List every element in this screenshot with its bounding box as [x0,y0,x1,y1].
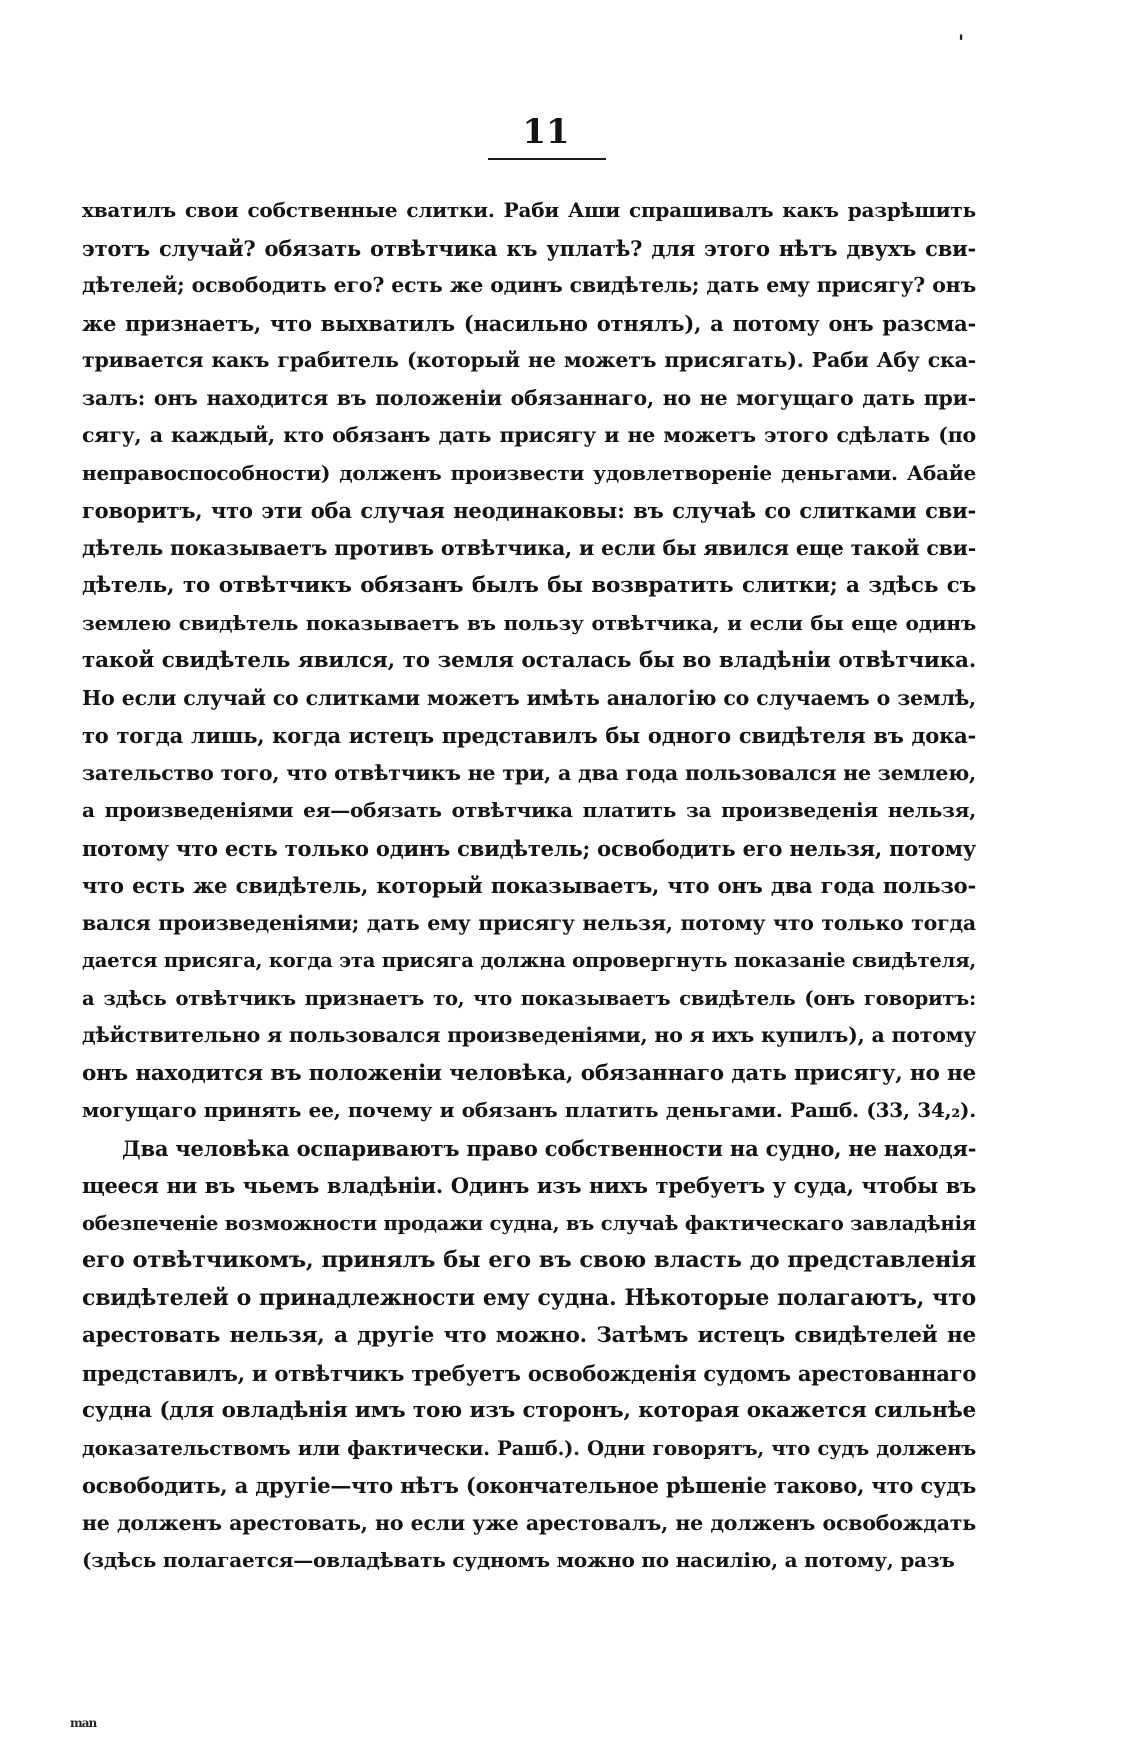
body-text [82,192,976,1580]
text-line: сягу, а каждый, кто обязанъ дать присягу и не можетъ этого сдѣлать (по [82,423,976,447]
text-line: дѣтелей; освободить его? есть же одинъ свидѣтель; дать ему присягу? онъ [82,273,976,297]
text-line: тривается какъ грабитель (который не можетъ присягать). Раби Абу ска- [82,348,976,372]
text-line: Но если случай со слитками можетъ имѣть аналогію со случаемъ о землѣ, [82,685,976,710]
text-line: зательство того, что отвѣтчикъ не три, а два года пользовался не землею, [82,760,976,785]
header-rule [488,158,606,160]
text-line: дѣтель показываетъ противъ отвѣтчика, и если бы явился еще такой сви- [82,535,976,560]
text-line: могущаго принять ее, почему и обязанъ платить деньгами. Рашб. (33, 34,₂). [82,1098,976,1122]
text-line: судна (для овладѣнія имъ тою изъ сторонъ, которая окажется сильнѣе [82,1398,976,1423]
text-line: (здѣсь полагается—овладѣвать судномъ можно по насилію, а потому, разъ [82,1548,955,1572]
text-line: обезпеченіе возможности продажи судна, въ случаѣ фактическаго завладѣнія [82,1211,976,1235]
text-line: Два человѣка оспариваютъ право собственности на судно, не находя- [122,1135,976,1161]
text-line: то тогда лишь, когда истецъ представилъ бы одного свидѣтеля въ дока- [82,723,976,748]
top-stray-mark: ' [958,30,965,54]
text-line: дается присяга, когда эта присяга должна опровергнуть показаніе свидѣтеля, [82,949,976,972]
text-line: вался произведеніями; дать ему присягу нельзя, потому что только тогда [82,910,976,935]
text-line: дѣтель, то отвѣтчикъ обязанъ былъ бы возвратить слитки; а здѣсь съ [82,573,976,598]
text-line: доказательствомъ или фактически. Рашб.). Одни говорятъ, что судъ долженъ [82,1436,976,1460]
text-line: освободить, а другіе—что нѣтъ (окончательное рѣшеніе таково, что судъ [82,1473,976,1498]
text-line: залъ: онъ находится въ положеніи обязаннаго, но не могущаго дать при- [82,385,976,410]
text-line: а произведеніями ея—обязать отвѣтчика платить за произведенія нельзя, [82,798,976,822]
text-line: щееся ни въ чьемъ владѣніи. Одинъ изъ нихъ требуетъ у суда, чтобы въ [82,1173,976,1198]
text-line: а здѣсь отвѣтчикъ признаетъ то, что показываетъ свидѣтель (онъ говоритъ: [82,986,976,1010]
text-line: что есть же свидѣтель, который показываетъ, что онъ два года пользо- [82,873,976,898]
text-line: не долженъ арестовать, но если уже арестовалъ, не долженъ освобождать [82,1510,976,1535]
text-line: дѣйствительно я пользовался произведеніями, но я ихъ купилъ), а потому [82,1023,976,1047]
text-line: хватилъ свои собственные слитки. Раби Аши спрашивалъ какъ разрѣшить [82,198,976,222]
text-line: его отвѣтчикомъ, принялъ бы его въ свою власть до представленія [82,1247,976,1273]
text-line: свидѣтелей о принадлежности ему судна. Нѣкоторые полагаютъ, что [82,1284,976,1311]
text-line: потому что есть только одинъ свидѣтель; освободить его нельзя, потому [82,835,976,861]
text-line: арестовать нельзя, а другіе что можно. Затѣмъ истецъ свидѣтелей не [82,1323,976,1348]
page-number: 11 [522,112,570,152]
bottom-stray-mark: man [70,1716,97,1730]
text-line: землею свидѣтель показываетъ въ пользу отвѣтчика, и если бы еще одинъ [82,610,976,635]
text-line: такой свидѣтель явился, то земля осталась бы во владѣніи отвѣтчика. [82,648,976,673]
text-line: онъ находится въ положеніи человѣка, обязаннаго дать присягу, но не [82,1060,976,1086]
text-line: неправоспособности) долженъ произвести удовлетвореніе деньгами. Абайе [82,460,976,485]
text-line: этотъ случай? обязать отвѣтчика къ уплатѣ? для этого нѣтъ двухъ сви- [82,235,976,261]
text-line: говоритъ, что эти оба случая неодинаковы: въ случаѣ со слитками сви- [82,498,976,523]
text-line: же признаетъ, что выхватилъ (насильно отнялъ), а потому онъ разсма- [82,310,976,336]
text-line: представилъ, и отвѣтчикъ требуетъ освобожденія судомъ арестованнаго [82,1360,976,1386]
